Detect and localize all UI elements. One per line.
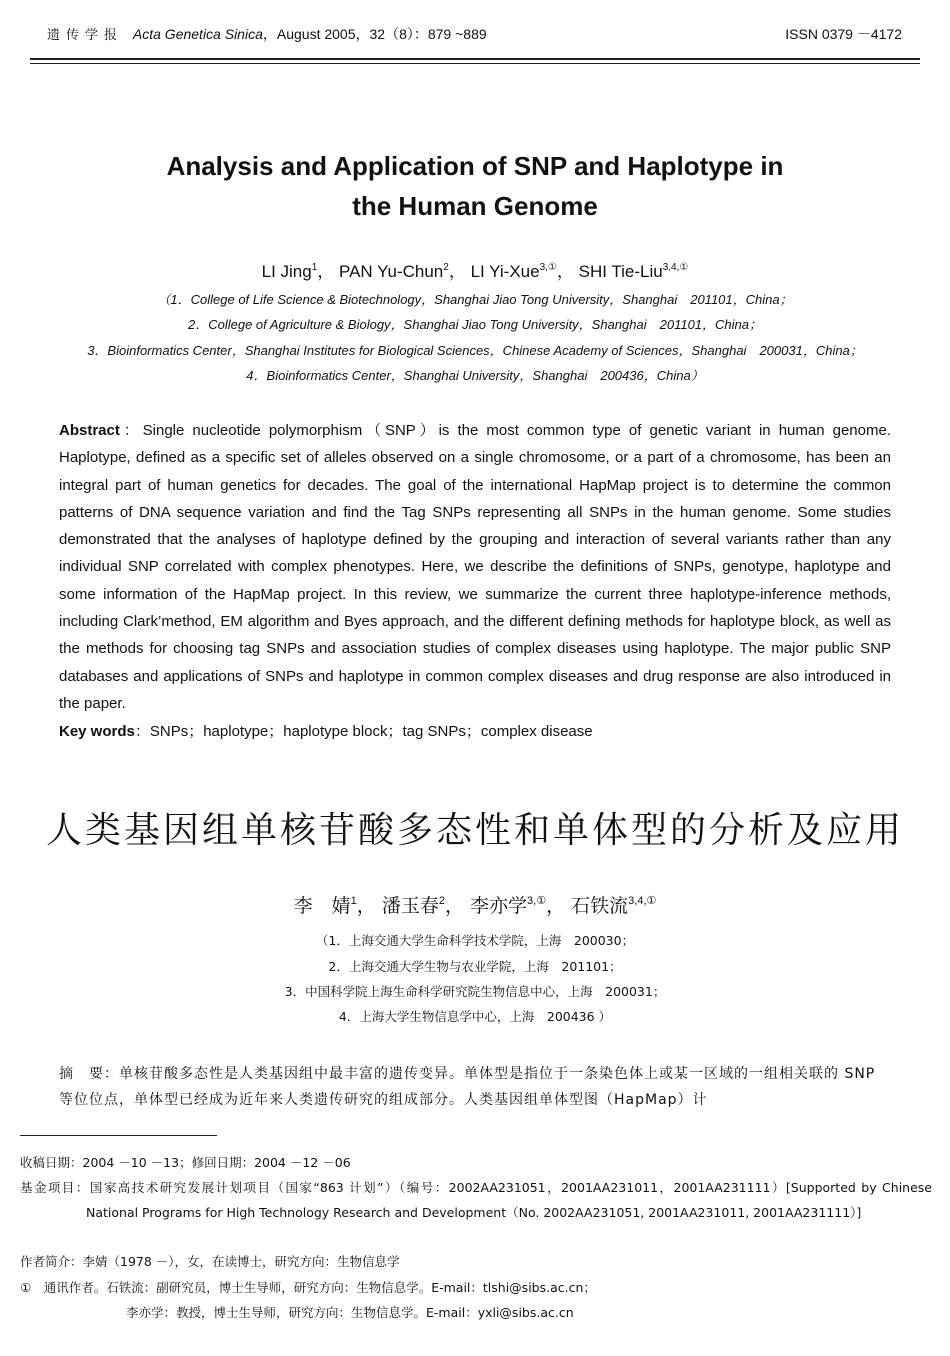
affiliation-cn-4: 4．上海大学生物信息学中心，上海 200436 ）	[338, 1009, 612, 1024]
journal-name-cn: 遗传学报	[47, 28, 124, 43]
affiliation-cn-2: 2．上海交通大学生物与农业学院，上海 201101；	[328, 959, 622, 974]
separator: ，	[317, 262, 335, 281]
affiliation-cn-3: 3．中国科学院上海生命科学研究院生物信息中心，上海 200031；	[284, 984, 666, 999]
abstract-label: Abstract	[59, 422, 120, 439]
title-en-line-1: Analysis and Application of SNP and Haplotype in	[166, 151, 784, 181]
author-1-mark: 1	[311, 262, 318, 273]
author-cn-3-mark: 3,①	[527, 895, 547, 907]
author-3: LI Yi-Xue	[470, 262, 540, 281]
affiliation-cn-1: （1．上海交通大学生命科学技术学院，上海 200030；	[315, 933, 635, 948]
author-cn-4-mark: 3,4,①	[628, 895, 657, 907]
author-cn-4: 石铁流	[571, 895, 629, 917]
affiliation-en-3: 3．Bioinformatics Center，Shanghai Institutes for Biological Sciences，Chinese Academy of Sciences，Shanghai 200031，China；	[87, 343, 863, 358]
authors-cn	[0, 891, 950, 918]
author-4: SHI Tie-Liu	[578, 262, 663, 281]
abstract-colon: ：	[119, 422, 143, 439]
authors-en	[0, 257, 950, 282]
title-en	[60, 146, 890, 226]
abstract-en	[59, 417, 891, 717]
abstract-cn-text: 单核苷酸多态性是人类基因组中最丰富的遗传变异。单体型是指位于一条染色体上或某一区域的一组相关联的 SNP 等位位点，单体型已经成为近年来人类遗传研究的组成部分。人类基因组单体型图（HapMap）计	[59, 1066, 876, 1108]
keywords-colon: ：	[134, 723, 150, 740]
author-cn-2: 潘玉春	[381, 895, 439, 917]
journal-citation	[47, 24, 487, 44]
footnote-correspondence-2: 李亦学：教授，博士生导师，研究方向：生物信息学。E-mail：yxli@sibs.ac.cn	[126, 1305, 574, 1320]
separator: ，	[546, 895, 566, 917]
keywords-en	[59, 718, 891, 745]
separator: ，	[356, 895, 376, 917]
affiliation-en-4: 4．Bioinformatics Center，Shanghai University，Shanghai 200436，China）	[246, 368, 704, 383]
title-en-line-2: the Human Genome	[352, 191, 598, 221]
footnote-funding: 基金项目：国家高技术研究发展计划项目（国家“863 计划”）（编号：2002AA231051，2001AA231011，2001AA231111）[Supported by Chinese National Programs for High Technology Research and Development（No. 2002AA231051, 2001AA231011, 2001AA231111）]	[20, 1180, 932, 1220]
header-rule-thick	[30, 58, 920, 60]
author-2: PAN Yu-Chun	[339, 262, 444, 281]
journal-name-en: Acta Genetica Sinica	[132, 26, 263, 42]
author-1: LI Jing	[261, 262, 312, 281]
author-2-mark: 2	[443, 262, 449, 273]
affiliation-en-2: 2．College of Agriculture & Biology，Shanghai Jiao Tong University，Shanghai 201101，China；	[187, 317, 762, 332]
author-cn-2-mark: 2	[438, 895, 445, 907]
keywords-text: SNPs；haplotype；haplotype block；tag SNPs；complex disease	[149, 723, 593, 740]
abstract-text: Single nucleotide polymorphism（SNP）is the most common type of genetic variant in human genome. Haplotype, defined as a specific set of alleles observed on a single chromosome, or a part of a chromosome, has been an integral part of human genetics for decades. The goal of the international HapMap project is to determine the common patterns of DNA sequence variation and find the Tag SNPs representing all SNPs in the human genome. Some studies demonstrated that the analyses of haplotype defined by the grouping and interaction of several variants rather than any individual SNP correlated with complex phenotypes. Here, we describe the definitions of SNPs, genotype, haplotype and some information of the HapMap project. In this review, we summarize the current three haplotype-inference methods, including Clark’method, EM algorithm and Byes approach, and the different defining methods for haplotype block, as well as the methods for choosing tag SNPs and association studies of complex diseases using haplotype. The major public SNP databases and applications of SNPs and haplotype in common complex diseases and drug response are also introduced in the paper.	[59, 422, 891, 712]
author-4-mark: 3,4,①	[662, 262, 689, 273]
separator: ，	[444, 895, 464, 917]
separator: ，	[556, 262, 574, 281]
title-cn: 人类基因组单核苷酸多态性和单体型的分析及应用	[45, 810, 904, 851]
footnote-rule	[20, 1135, 217, 1136]
issn: ISSN 0379 －4172	[785, 26, 902, 42]
abstract-cn	[59, 1061, 891, 1113]
author-3-mark: 3,①	[539, 262, 557, 273]
author-cn-1: 李 婧	[293, 895, 351, 917]
keywords-label: Key words	[59, 723, 135, 740]
author-cn-3: 李亦学	[470, 895, 528, 917]
affiliation-en-1: （1．College of Life Science & Biotechnology，Shanghai Jiao Tong University，Shanghai 201101，China；	[157, 292, 793, 307]
header-rule-thin	[30, 63, 920, 64]
separator: ，	[448, 262, 466, 281]
footnote-received: 收稿日期：2004 －10 －13；修回日期：2004 －12 －06	[20, 1155, 351, 1170]
issue-info: ，August 2005，32（8）：879 ~889	[262, 26, 487, 42]
author-cn-1-mark: 1	[350, 895, 357, 907]
footnote-correspondence-1: ① 通讯作者。石铁流：副研究员，博士生导师，研究方向：生物信息学。E-mail：tlshi@sibs.ac.cn；	[20, 1280, 596, 1295]
abstract-cn-label: 摘 要	[59, 1066, 104, 1082]
footnote-author-intro: 作者简介：李婧（1978 －），女，在读博士，研究方向：生物信息学	[20, 1254, 400, 1269]
abstract-cn-colon: ：	[104, 1066, 119, 1082]
running-header	[47, 24, 902, 44]
